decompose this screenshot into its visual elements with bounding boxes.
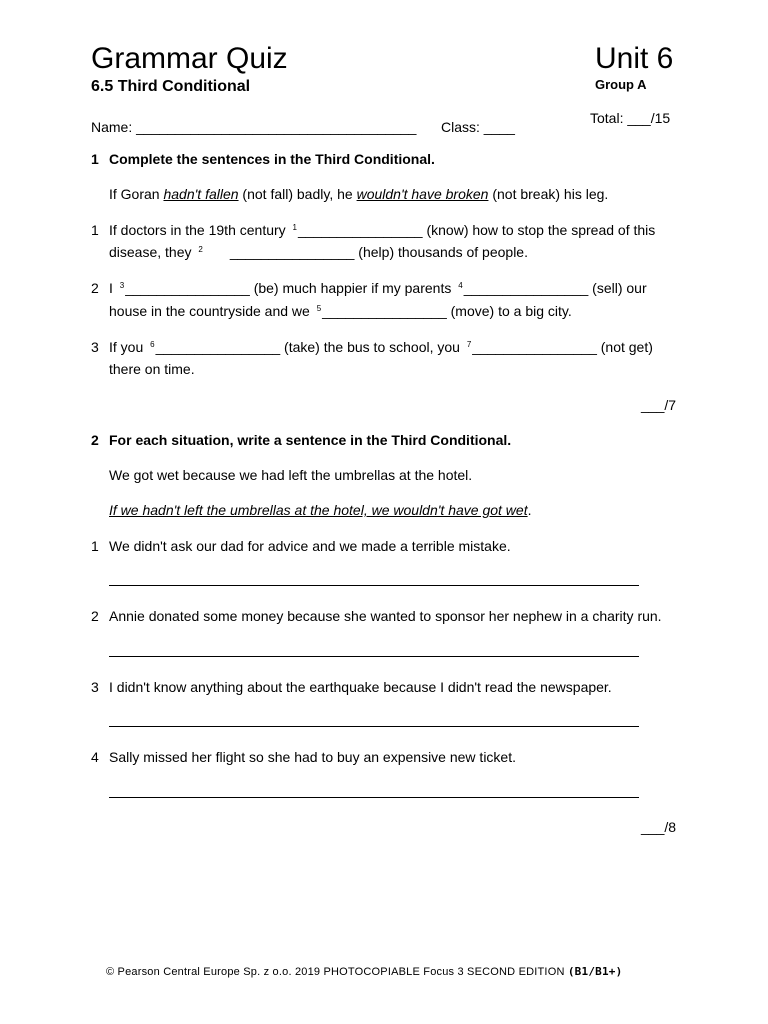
- section2-item-2: Annie donated some money because she wanted to sponsor her nephew in a charity run.: [109, 608, 662, 624]
- section1-item-1-line2: disease, they $^2$ ________________ (help) thousands of people.: [109, 244, 528, 260]
- unit-label: Unit 6: [595, 42, 674, 75]
- item-number: 2: [91, 608, 99, 624]
- section1-instruction: Complete the sentences in the Third Conditional.: [109, 151, 435, 167]
- item-number: 1: [91, 538, 99, 554]
- answer-line-2[interactable]: [109, 656, 639, 657]
- section2-item-3: I didn't know anything about the earthquake because I didn't read the newspaper.: [109, 679, 612, 695]
- name-field[interactable]: Name: ____________________________________: [91, 119, 417, 135]
- answer-line-3[interactable]: [109, 726, 639, 727]
- section1-item-3-line1: If you $^6$________________ (take) the bus to school, you $^7$________________ (not get): [109, 339, 653, 355]
- blank-1[interactable]: ________________ (know) how to stop the spread of this: [298, 222, 656, 238]
- example-answer-2: wouldn't have broken: [356, 186, 489, 202]
- blank-3[interactable]: ________________ (be) much happier if my parents: [125, 280, 456, 296]
- item-number: 2: [91, 280, 99, 296]
- group-label: Group A: [595, 77, 647, 92]
- quiz-subtitle: 6.5 Third Conditional: [91, 78, 251, 95]
- item-number: 3: [91, 339, 99, 355]
- section1-score: ___/7: [641, 397, 677, 413]
- section1-item-1-line1: If doctors in the 19th century $^1$________________ (know) how to stop the spread of this: [109, 222, 656, 238]
- section1-number: 1: [91, 151, 99, 167]
- section2-number: 2: [91, 432, 99, 448]
- footer-copyright: © Pearson Central Europe Sp. z o.o. 2019 PHOTOCOPIABLE Focus 3 SECOND EDITION (B1/B1+): [106, 965, 623, 978]
- quiz-title: Grammar Quiz: [91, 42, 288, 75]
- blank-7[interactable]: ________________ (not get): [472, 339, 653, 355]
- example-answer-1: hadn't fallen: [163, 186, 239, 202]
- class-field[interactable]: Class: ____: [441, 119, 515, 135]
- section2-score: ___/8: [641, 819, 677, 835]
- section1-item-3-line2: there on time.: [109, 361, 195, 377]
- level-label: (B1/B1+): [567, 965, 623, 978]
- section1-item-2-line2: house in the countryside and we $^5$________________ (move) to a big city.: [109, 303, 572, 319]
- blank-2[interactable]: ________________ (help) thousands of people.: [229, 244, 528, 260]
- blank-5[interactable]: ________________ (move) to a big city.: [322, 303, 572, 319]
- section2-example-situation: We got wet because we had left the umbrellas at the hotel.: [109, 467, 473, 483]
- answer-line-4[interactable]: [109, 797, 639, 798]
- section2-example-answer: If we hadn't left the umbrellas at the hotel, we wouldn't have got wet.: [109, 502, 532, 518]
- blank-4[interactable]: ________________ (sell) our: [463, 280, 647, 296]
- section1-example: If Goran hadn't fallen (not fall) badly, he wouldn't have broken (not break) his leg.: [109, 186, 609, 202]
- section1-item-2-line1: I $^3$________________ (be) much happier if my parents $^4$________________ (sell) our: [109, 280, 647, 296]
- total-score: Total: ___/15: [590, 110, 671, 126]
- item-number: 1: [91, 222, 99, 238]
- blank-6[interactable]: ________________ (take) the bus to school, you: [155, 339, 464, 355]
- item-number: 3: [91, 679, 99, 695]
- item-number: 4: [91, 749, 99, 765]
- section2-item-1: We didn't ask our dad for advice and we made a terrible mistake.: [109, 538, 511, 554]
- section2-item-4: Sally missed her flight so she had to buy an expensive new ticket.: [109, 749, 516, 765]
- section2-instruction: For each situation, write a sentence in the Third Conditional.: [109, 432, 512, 448]
- answer-line-1[interactable]: [109, 585, 639, 586]
